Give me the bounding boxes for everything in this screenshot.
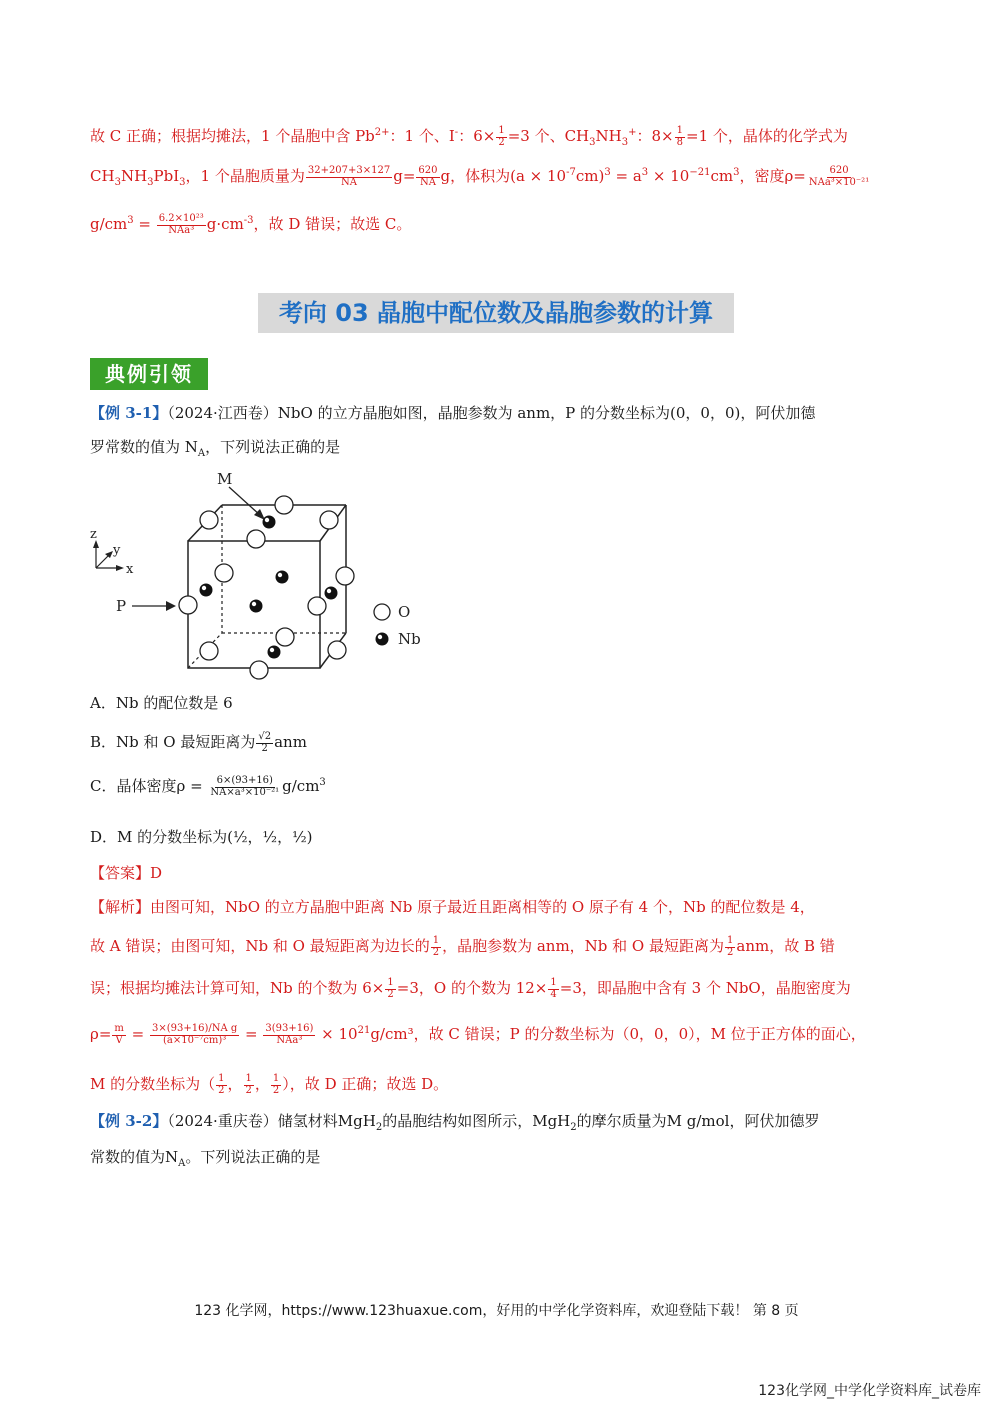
- analysis-line-5: M 的分数坐标为（ $\frac{1}{2}$ ， $\frac{1}{2}$ ， $\frac{1}{2}$ ），故 D 正确；故选 D。: [90, 1073, 449, 1096]
- option-c: C．晶体密度ρ = $\frac{6\times(93+16)}{\text{NA×a³×10⁻²¹}}$ $g/cm^3$: [90, 775, 326, 798]
- fraction-density-result: $\frac{\text{6.2×10²³}}{\text{NAa³}}$: [158, 213, 204, 236]
- example-2-tag: 【例 3-2】: [90, 1112, 168, 1130]
- nbo-unit-cell-figure: [84, 468, 444, 684]
- fraction-one-half: $\frac{1}{2}$: [498, 125, 505, 148]
- example-1-tag: 【例 3-1】: [90, 404, 168, 422]
- analysis-line-1: 【解析】由图可知，NbO 的立方晶胞中距离 Nb 原子最近且距离相等的 O 原子有 4 个，Nb 的配位数是 4，: [90, 898, 815, 916]
- label-p: P: [116, 597, 127, 615]
- watermark: 123化学网_中学化学资料库_试卷库: [758, 1383, 981, 1399]
- example-2-line-1: 【例 3-2】（2024·重庆卷）储氢材料MgH$_2$的晶胞结构如图所示，MgH$_2$的摩尔质量为M g/mol，阿伏加德罗: [90, 1112, 820, 1133]
- analysis-line-4: ρ= $\frac{m}{V}$ = $\frac{\text{3×(93+16)/NA g}}{\text{(a×10⁻⁷cm)³}}$ = $\frac{3(93+16)}{\text{NAa³}}$ × $10^{21}g$/cm³，故 C 错误；P 的分数坐标为（0，0，0），M 位于正方体的面心，: [90, 1023, 866, 1046]
- prev-solution-line-1: 故 C 正确；根据均摊法，1 个晶胞中含 $Pb^{2+}$：1 个、I-：6× $\frac{1}{2}$ =3 个、$CH_3NH_3^+$：8× $\frac{1}{8}$ =1 个，晶体的化学式为: [90, 125, 848, 148]
- analysis-line-3: 误；根据均摊法计算可知，Nb 的个数为 6× $\frac{1}{2}$ =3，O 的个数为 12× $\frac{1}{4}$ =3，即晶胞中含有 3 个 NbO，晶胞密度为: [90, 977, 851, 1000]
- answer-line: 【答案】D: [90, 864, 163, 882]
- analysis-line-2: 故 A 错误；由图可知，Nb 和 O 最短距离为边长的 $\frac{1}{2}$ ，晶胞参数为 anm，Nb 和 O 最短距离为 $\frac{1}{2}$ anm，故 B 错: [90, 935, 835, 958]
- option-d: D．M 的分数坐标为(½，½，½): [90, 828, 313, 846]
- section-heading: 考向 03 晶胞中配位数及晶胞参数的计算: [258, 293, 734, 333]
- fraction-one-eighth: $\frac{1}{8}$: [676, 125, 683, 148]
- prev-solution-line-3: $g/cm^3$ = $\frac{\text{6.2×10²³}}{\text{NAa³}}$ $g\cdot cm^{-3}$，故 D 错误；故选 C。: [90, 213, 412, 236]
- example-badge: 典例引领: [90, 358, 208, 390]
- fraction-sqrt2-over-2: $\frac{√2}{2}$: [258, 731, 272, 754]
- label-m: M: [217, 470, 233, 488]
- legend-nb: Nb: [398, 630, 421, 648]
- axis-y-label: y: [113, 543, 121, 558]
- axis-x-label: x: [126, 562, 134, 577]
- fraction-density: $\frac{620}{\text{NAa³×10⁻²¹}}$: [808, 165, 870, 188]
- fraction-mass-result: $\frac{620}{NA}$: [418, 165, 438, 188]
- legend-o: O: [398, 603, 411, 621]
- prev-solution-line-2: $CH_3NH_3PbI_3$，1 个晶胞质量为 $\frac{32+207+3\times 127}{NA}$ g= $\frac{620}{NA}$ g，体积为$(a \times 10^{-7}cm)^3 = a^3 \times 10^{-21}cm^3$，密度ρ= $\frac{620}{\text{NAa³×10⁻²¹}}$: [90, 165, 870, 188]
- axis-z-label: z: [90, 527, 97, 542]
- option-b: B．Nb 和 O 最短距离为 $\frac{√2}{2}$ anm: [90, 731, 307, 754]
- example-2-line-2: 常数的值为$N_A$。下列说法正确的是: [90, 1148, 321, 1169]
- fraction-cell-mass: $\frac{32+207+3\times 127}{NA}$: [307, 165, 391, 188]
- fraction-density-option: $\frac{6\times(93+16)}{\text{NA×a³×10⁻²¹}}$: [210, 775, 280, 798]
- example-1-question-line-2: 罗常数的值为 $N_A$，下列说法正确的是: [90, 438, 341, 459]
- page-footer: 123 化学网，https://www.123huaxue.com，好用的中学化学资料库，欢迎登陆下载！ 第 8 页: [194, 1303, 799, 1319]
- example-1-question-line-1: 【例 3-1】（2024·江西卷）NbO 的立方晶胞如图，晶胞参数为 anm，P 的分数坐标为(0，0，0)，阿伏加德: [90, 404, 816, 422]
- option-a: A．Nb 的配位数是 6: [90, 694, 233, 712]
